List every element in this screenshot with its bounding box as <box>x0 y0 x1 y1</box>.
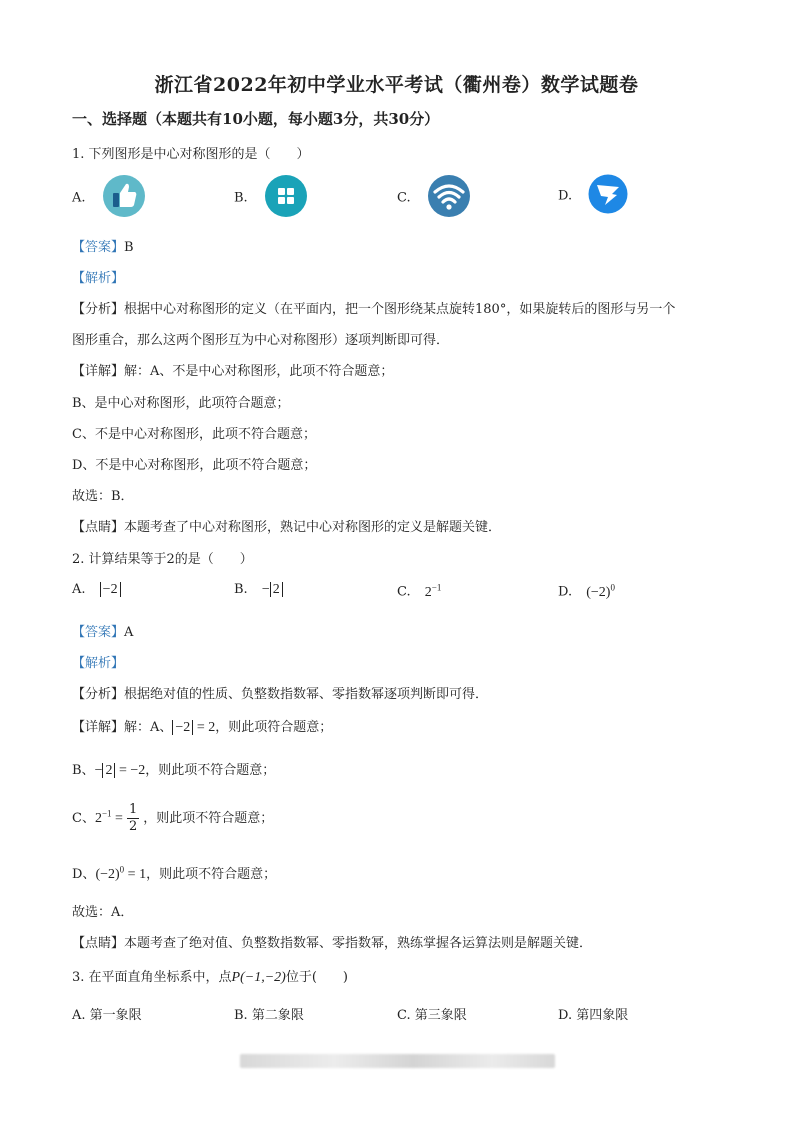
comment-text: 本题考查了中心对称图形，熟记中心对称图形的定义是解题关键． <box>124 520 502 535</box>
fraction-one-half: $\frac{1}{2}$ <box>128 802 138 834</box>
answer-value: A <box>124 625 134 640</box>
q1-option-a[interactable] <box>72 174 146 222</box>
stem-suffix: 位于( ) <box>285 970 348 985</box>
option-label: C. <box>397 190 411 206</box>
q1-option-b[interactable] <box>234 174 308 222</box>
q1-stem: 1. 下列图形是中心对称图形的是（ ） <box>72 147 310 162</box>
detail-suffix: ，则此项不符合题意； <box>143 811 274 826</box>
q2-option-a[interactable] <box>72 582 121 598</box>
q1-comment <box>72 516 501 535</box>
comment-tag: 【点睛】 <box>72 520 125 535</box>
wifi-icon <box>427 174 471 222</box>
option-label: D. <box>558 188 573 204</box>
option-expression: − 2 <box>262 582 283 597</box>
bird-logo-icon <box>588 174 628 218</box>
detail-expression: $2^{-1}$ = <box>94 808 123 826</box>
detail-suffix: ，则此项不符合题意； <box>146 867 277 882</box>
detail-prefix: C、 <box>72 811 95 826</box>
q2-option-c[interactable] <box>397 582 441 601</box>
detail-tag: 【详解】 <box>72 364 125 379</box>
q2-stem: 2. 计算结果等于2的是（ ） <box>72 552 253 567</box>
q1-detail-b: B、是中心对称图形，此项符合题意； <box>72 396 290 411</box>
windows-grid-icon <box>264 174 308 222</box>
detail-expression: − 2 = −2 <box>94 763 146 778</box>
q3-option-c[interactable]: C. 第三象限 <box>397 1008 467 1023</box>
q2-choose: 故选：A． <box>72 905 134 920</box>
q3-option-a[interactable]: A. 第一象限 <box>72 1008 142 1023</box>
q2-fenxi <box>72 683 488 702</box>
thumbs-up-icon <box>102 174 146 222</box>
fenxi-tag: 【分析】 <box>72 302 125 317</box>
option-label: A. <box>72 190 86 206</box>
q1-answer <box>72 236 134 255</box>
blurred-footer-watermark <box>240 1054 555 1068</box>
q1-detail-c: C、不是中心对称图形，此项不符合题意； <box>72 427 316 442</box>
q1-detail-a <box>72 360 393 379</box>
q3-option-b[interactable]: B. 第二象限 <box>234 1008 304 1023</box>
comment-tag: 【点睛】 <box>72 936 125 951</box>
q2-detail-c <box>72 802 273 835</box>
q1-option-d[interactable] <box>558 174 628 218</box>
detail-suffix: ，则此项符合题意； <box>215 720 333 735</box>
stem-prefix: 3. 在平面直角坐标系中，点 <box>72 970 232 985</box>
answer-tag: 【答案】 <box>72 625 125 640</box>
detail-prefix: D、 <box>72 867 96 882</box>
q2-option-d[interactable] <box>558 582 615 601</box>
q3-stem <box>72 966 348 986</box>
detail-tag: 【详解】 <box>72 720 125 735</box>
answer-tag: 【答案】 <box>72 240 125 255</box>
q2-option-b[interactable] <box>234 582 283 598</box>
detail-expression: $(-2)^0 = 1$ <box>95 864 147 882</box>
section-heading: 一、选择题（本题共有10小题，每小题3分，共30分） <box>72 110 440 128</box>
option-expression: $2^{-1}$ <box>424 582 442 600</box>
point-coordinate: P(−1,−2) <box>231 970 286 985</box>
option-label: B. <box>234 190 248 206</box>
q2-answer <box>72 621 133 640</box>
q2-analysis-tag: 【解析】 <box>72 656 125 671</box>
answer-value: B <box>124 240 134 255</box>
fenxi-text: 根据中心对称图形的定义（在平面内，把一个图形绕某点旋转180°，如果旋转后的图形与另一个 <box>124 302 676 317</box>
detail-prefix: B、 <box>72 763 95 778</box>
q1-option-c[interactable] <box>397 174 471 222</box>
q2-comment <box>72 932 592 951</box>
option-label: B. <box>234 582 248 597</box>
page-title: 浙江省2022年初中学业水平考试（衢州卷）数学试题卷 <box>154 74 639 96</box>
q1-fenxi <box>72 298 675 317</box>
fenxi-tag: 【分析】 <box>72 687 125 702</box>
q1-detail-d: D、不是中心对称图形，此项不符合题意； <box>72 458 317 473</box>
q2-detail-d <box>72 863 276 883</box>
option-expression: $(-2)^0$ <box>586 582 615 600</box>
q3-option-d[interactable]: D. 第四象限 <box>558 1008 629 1023</box>
option-label: D. <box>558 584 573 600</box>
option-label: C. <box>397 584 411 600</box>
q1-analysis-tag: 【解析】 <box>72 271 125 286</box>
fenxi-text: 根据绝对值的性质、负整数指数幂、零指数幂逐项判断即可得． <box>124 687 489 702</box>
detail-expression: −2 = 2 <box>172 720 215 735</box>
comment-text: 本题考查了绝对值、负整数指数幂、零指数幂，熟练掌握各运算法则是解题关键． <box>124 936 593 951</box>
option-label: A. <box>72 582 86 597</box>
q2-detail-b <box>72 759 275 779</box>
detail-text: 解：A、不是中心对称图形，此项不符合题意； <box>124 364 394 379</box>
q2-detail-a <box>72 716 332 736</box>
option-expression: −2 <box>100 582 121 597</box>
detail-suffix: ，则此项不符合题意； <box>145 763 276 778</box>
detail-prefix: 解：A、 <box>124 720 173 735</box>
q1-fenxi-cont: 图形重合，那么这两个图形互为中心对称图形）逐项判断即可得． <box>72 333 450 348</box>
q1-choose: 故选：B． <box>72 489 134 504</box>
